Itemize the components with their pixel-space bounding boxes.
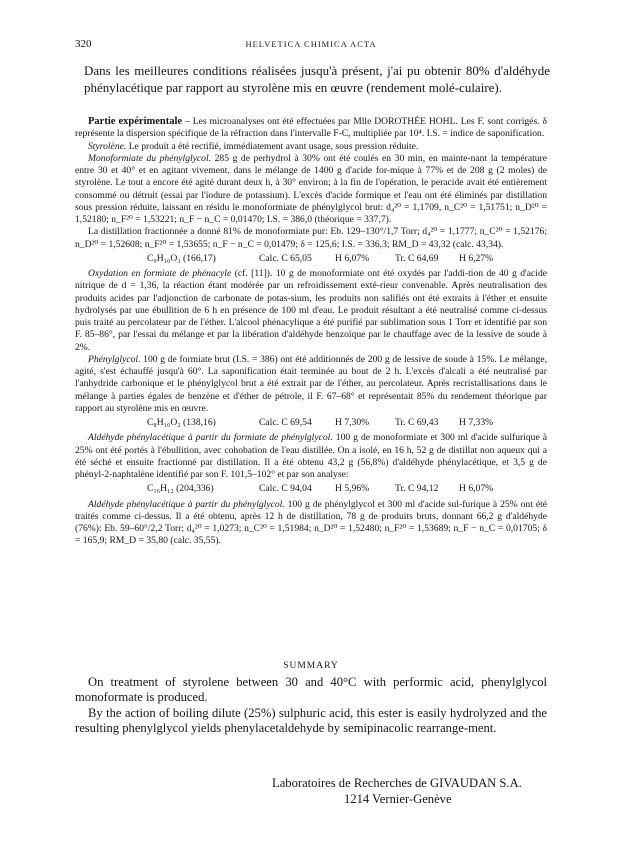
experimental-intro: [75, 116, 547, 141]
molecular-formula: C₉H₁₀O₃ (166,17): [147, 252, 216, 264]
calc-hydrogen: H 6,07%: [335, 252, 370, 264]
calc-hydrogen: H 7,30%: [335, 417, 370, 428]
phenylglycol-text: 100 g de formiate brut (I.S. = 386) ont été additionnés de 200 g de lessive de soude à 15%. Le mélange, agité, s'est échauffé jusqu'à 60°. La saponification était terminée au bout de 2 h. L'excès d'alcali a été neutralisé par l'anhydride carbonique et le phénylglycol brut a été extrait par de l'éther, au percolateur. Après recristallisations dans le mélange à parties égales de benzène et d'éther de pétrole, il F. 67–68° et représentait 85% du rendement théorique par rapport au styrolène mis en œuvre.: [75, 353, 547, 414]
aldehyde-from-formiate-paragraph: [75, 432, 547, 481]
summary-section: [75, 675, 547, 736]
aldehyde-from-glycol-paragraph: [75, 499, 547, 548]
journal-title: HELVETICA CHIMICA ACTA: [245, 39, 377, 49]
found-hydrogen: H 7,33%: [459, 417, 494, 428]
monoformiate-paragraph: [75, 153, 547, 227]
aldehyde-from-formiate-text: 100 g de monoformiate et 300 ml d'acide sulfurique à 25% ont été portés à l'ébullition, avec cohobation de l'eau distillée. On a isolé, en 16 h, 52 g de distillat non aqueux qui a été séché et ensuite fractionné par distillation. Il a été obtenu 43,2 g (56,8%) d'aldéhyde phénylacétique, et 3,5 g de phényl-2-naphtalène identifié par son F. 101,5–102° et par son analyse:: [75, 432, 547, 480]
calc-carbon: Calc. C 69,54: [259, 417, 312, 428]
monoformiate-heading: Monoformiate du phénylglycol.: [88, 152, 212, 164]
intro-paragraph: Dans les meilleures conditions réalisées jusqu'à présent, j'ai pu obtenir 80% d'aldéhyde phénylacétique par rapport au styrolène mis en œuvre (rendement molé-culaire).: [84, 63, 550, 95]
found-hydrogen: H 6,27%: [459, 252, 494, 264]
distillation-paragraph: La distillation fractionnée a donné 81% de monoformiate pur: Eb. 129–130°/1,7 Torr; d₄²⁰ = 1,1777; n_C²⁰ = 1,52176; n_D²⁰ = 1,52608; n_F²⁰ = 1,53655; n_F − n_C = 0,01479; δ = 125,6; I.S. = 336,3; RM_D = 43,32 (calc. 43,34).: [75, 226, 547, 250]
oxydation-text: 10 g de monoformiate ont été oxydés par l'addi-tion de 40 g d'acide nitrique de d = 1,36, la réaction étant modérée par un refroidissement exté-rieur convenable. Après neutralisation des produits acides par l'adjonction de carbonate de potas-sium, les produits non salifiés ont été extraits à l'éther et ensuite hydrolysés par une ébullition de 6 h en présence de 100 ml d'eau. Le produit résultant a été neutralisé comme ci-dessus puis traité au percolateur par de l'éther. L'alcool phénacylique a été purifié par sublimation sous 1 Torr et identifié par son F. 85–86°, par l'essai du mélange et par la libération d'aldéhyde benzoïque par le chauffage avec de la lessive de soude à 2%.: [75, 268, 548, 353]
aldehyde-from-glycol-text: 100 g de phénylglycol et 300 ml d'acide sul-furique à 25% ont été traités comme ci-dessus. Il a été obtenu, après 12 h de distillation, 78 g de produits bruts, donnant 66,2 g d'aldéhyde (76%): Eb. 59–60°/2,2 Torr; d₄²⁰ = 1,0273; n_C²⁰ = 1,51984; n_D²⁰ = 1,52480; n_F²⁰ = 1,53689; n_F − n_C = 0,01705; δ = 165,9; RM_D = 35,80 (calc. 35,55).: [75, 498, 547, 547]
reference-citation: (cf. [11]).: [234, 268, 273, 279]
page-number: 320: [75, 38, 92, 50]
oxydation-paragraph: [75, 268, 547, 354]
summary-title: SUMMARY: [283, 661, 339, 671]
phenylglycol-heading: Phénylglycol.: [88, 353, 141, 365]
styrolene-text: Le produit a été rectifié, immédiatement avant usage, sous pression réduite.: [128, 140, 419, 152]
aldehyde-from-formiate-heading: Aldéhyde phénylacétique à partir du formiate de phénylglycol.: [88, 432, 333, 444]
monoformiate-text: 285 g de perhydrol à 30% ont été coulés en 30 min, en mainte-nant la température entre 30 et 40° et en agitant vivement, dans le mélange de 1400 g d'acide for-mique à 77% et de 208 g (2 moles) de styrolène. Le tout a encore été agité durant deux h, à 30° environ; à la fin de l'opération, le peracide avait été entièrement consommé ou détruit (essai par l'iodure de potassium). L'excès d'acide formique et l'eau ont été éliminés par distillation sous pression réduite, laissant en résidu le monoformiate de phénylglycol brut: d₄²⁰ = 1,1709, n_C²⁰ = 1,51751; n_D²⁰ = 1,52180; n_F²⁰ = 1,53221; n_F − n_C = 0,01470; I.S. = 386,0 (théorique = 337,7).: [75, 152, 547, 225]
found-carbon: Tr. C 69,43: [395, 417, 439, 428]
phenylglycol-paragraph: [75, 354, 547, 415]
calc-carbon: Calc. C 65,05: [259, 252, 312, 264]
summary-paragraph-1: On treatment of styrolene between 30 and 40°C with performic acid, phenylglycol monoformate is produced.: [75, 675, 547, 705]
styrolene-paragraph: [75, 141, 547, 153]
running-header: [75, 38, 547, 52]
summary-paragraph-2: By the action of boiling dilute (25%) sulphuric acid, this ester is easily hydrolyzed and the resulting phenylglycol yields phenylacetaldehyde by semipinacolic rearrange-ment.: [75, 705, 547, 735]
analysis-line-1: [75, 253, 547, 265]
address-line: 1214 Vernier-Genève: [344, 792, 452, 806]
molecular-formula: C₈H₁₀O₂ (138,16): [147, 417, 216, 428]
experimental-section: [75, 116, 547, 548]
found-carbon: Tr. C 64,69: [395, 252, 439, 264]
found-hydrogen: H 6,07%: [459, 483, 494, 495]
aldehyde-from-glycol-heading: Aldéhyde phénylacétique à partir du phénylglycol.: [88, 498, 285, 510]
experimental-notes: – Les microanalyses ont été effectuées par Mlle DOROTHÉE HOHL. Les F. sont corrigés. δ représente la dispersion spécifique de la réfraction dans l'intervalle F-C, multipliée par 10⁴. I.S. = indice de saponification.: [75, 116, 547, 140]
analysis-line-3: [75, 483, 547, 495]
section-title: Partie expérimentale: [88, 116, 183, 127]
calc-hydrogen: H 5,96%: [335, 483, 370, 495]
oxydation-heading: Oxydation en formiate de phénacyle: [88, 268, 232, 279]
calc-carbon: Calc. C 94,04: [259, 483, 312, 495]
found-carbon: Tr. C 94,12: [395, 483, 439, 495]
affiliation-line: Laboratoires de Recherches de GIVAUDAN S.A.: [272, 776, 522, 790]
analysis-line-2: [75, 417, 547, 429]
molecular-formula: C₁₆H₁₂ (204,336): [147, 483, 214, 495]
styrolene-heading: Styrolène.: [88, 140, 127, 152]
